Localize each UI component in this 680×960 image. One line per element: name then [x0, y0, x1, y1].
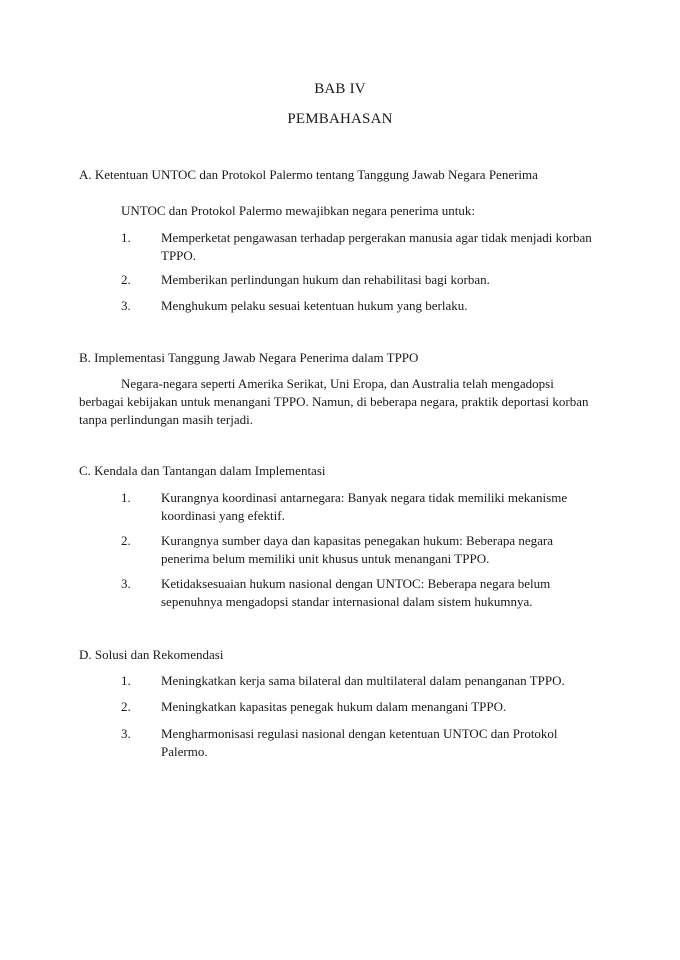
list-item-text: Kurangnya koordinasi antarnegara: Banyak negara tidak memiliki mekanisme koordinasi yang efektif.	[161, 490, 568, 523]
chapter-subtitle: PEMBAHASAN	[287, 111, 393, 127]
list-item-number: 3.	[121, 726, 131, 741]
list-item-text: Menghukum pelaku sesuai ketentuan hukum yang berlaku.	[161, 298, 468, 313]
section-c-heading: C. Kendala dan Tantangan dalam Implementasi	[79, 463, 326, 478]
list-item-number: 2.	[121, 699, 131, 714]
section-b-heading: B. Implementasi Tanggung Jawab Negara Penerima dalam TPPO	[79, 350, 419, 365]
list-item-number: 1.	[121, 673, 131, 688]
list-item-text: Mengharmonisasi regulasi nasional dengan ketentuan UNTOC dan Protokol Palermo.	[161, 726, 558, 759]
list-item-text: Ketidaksesuaian hukum nasional dengan UNTOC: Beberapa negara belum sepenuhnya mengadopsi standar internasional dalam sistem hukumnya.	[161, 576, 551, 609]
list-item-text: Meningkatkan kapasitas penegak hukum dalam menangani TPPO.	[161, 699, 507, 714]
list-item-number: 1.	[121, 490, 131, 505]
section-a-intro: UNTOC dan Protokol Palermo mewajibkan negara penerima untuk:	[121, 203, 475, 218]
list-item-text: Meningkatkan kerja sama bilateral dan multilateral dalam penanganan TPPO.	[161, 673, 565, 688]
chapter-title: BAB IV	[314, 81, 366, 97]
section-a-heading: A. Ketentuan UNTOC dan Protokol Palermo tentang Tanggung Jawab Negara Penerima	[79, 167, 538, 182]
list-item-number: 1.	[121, 230, 131, 245]
section-d-heading: D. Solusi dan Rekomendasi	[79, 647, 224, 662]
list-item-number: 2.	[121, 272, 131, 287]
section-b-paragraph: Negara-negara seperti Amerika Serikat, Uni Eropa, dan Australia telah mengadopsi berbagai kebijakan untuk menangani TPPO. Namun, di beberapa negara, praktik deportasi korban tanpa perlindungan masih terjadi.	[79, 376, 589, 427]
list-item-text: Kurangnya sumber daya dan kapasitas penegakan hukum: Beberapa negara penerima belum memiliki unit khusus untuk menangani TPPO.	[161, 533, 554, 566]
list-item-number: 3.	[121, 576, 131, 591]
list-item-number: 3.	[121, 298, 131, 313]
list-item-text: Memperketat pengawasan terhadap pergerakan manusia agar tidak menjadi korban TPPO.	[161, 230, 592, 263]
list-item-text: Memberikan perlindungan hukum dan rehabilitasi bagi korban.	[161, 272, 490, 287]
list-item-number: 2.	[121, 533, 131, 548]
